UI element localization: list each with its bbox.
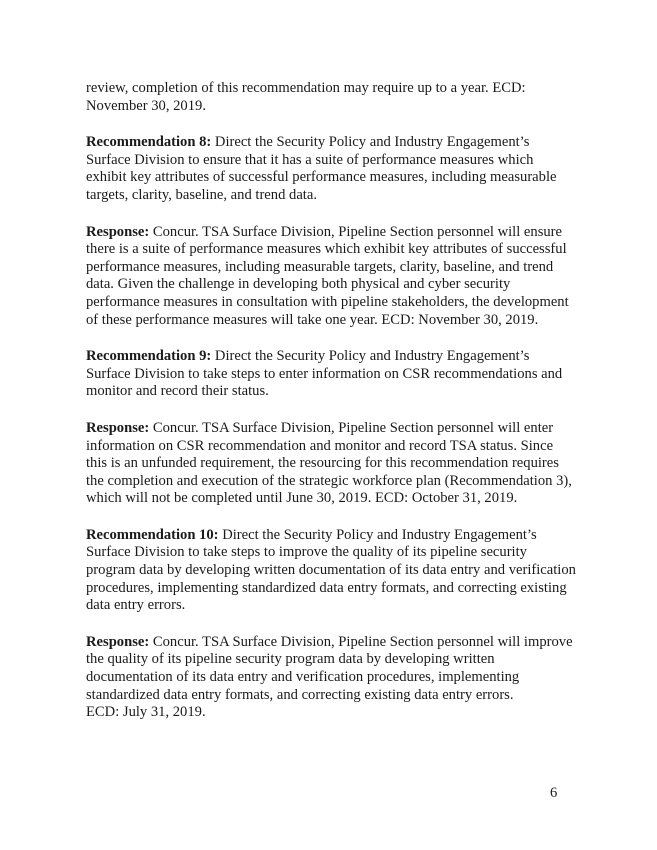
recommendation-8 (86, 134, 576, 204)
recommendation-label: Recommendation 10: (86, 526, 219, 543)
response-text: Concur. TSA Surface Division, Pipeline Section personnel will improve the quality of its pipeline security program data by developing written documentation of its data entry and verification procedures, implementing standardized data entry formats, and correcting existing data entry errors. (86, 633, 573, 703)
paragraph-continuation (86, 80, 576, 115)
response-label: Response: (86, 223, 150, 240)
document-body (86, 80, 576, 741)
recommendation-text: Direct the Security Policy and Industry Engagement’s Surface Division to take steps to improve the quality of its pipeline security program data by developing written documentation of its data entry and verification procedures, implementing standardized data entry formats, and correcting existing data entry errors. (86, 526, 576, 614)
ecd-date: ECD: July 31, 2019. (86, 704, 206, 721)
recommendation-label: Recommendation 9: (86, 348, 212, 365)
recommendation-text: Direct the Security Policy and Industry Engagement’s Surface Division to take steps to enter information on CSR recommendations and monitor and record their status. (86, 348, 563, 400)
recommendation-text: Direct the Security Policy and Industry Engagement’s Surface Division to ensure that it has a suite of performance measures which exhibit key attributes of successful performance measures, including measurable targets, clarity, baseline, and trend data. (86, 134, 557, 203)
response-10 (86, 634, 576, 722)
response-8 (86, 224, 576, 330)
page-number: 6 (550, 785, 558, 801)
response-label: Response: (86, 633, 150, 650)
recommendation-label: Recommendation 8: (86, 134, 212, 151)
response-label: Response: (86, 419, 150, 436)
paragraph-text: review, completion of this recommendation may require up to a year. ECD: November 30, 2019. (86, 80, 526, 114)
recommendation-10 (86, 527, 576, 615)
recommendation-9 (86, 348, 576, 401)
response-text: Concur. TSA Surface Division, Pipeline Section personnel will ensure there is a suite of performance measures which exhibit key attributes of successful performance measures, including measurable targets, clarity, baseline, and trend data. Given the challenge in developing both physical and cyber security performance measures in consultation with pipeline stakeholders, the development of these performance measures will take one year. ECD: November 30, 2019. (86, 223, 569, 328)
response-text: Concur. TSA Surface Division, Pipeline Section personnel will enter information on CSR recommendation and monitor and record TSA status. Since this is an unfunded requirement, the resourcing for this recommendation requires the completion and execution of the strategic workforce plan (Recommendation 3), which will not be completed until June 30, 2019. ECD: October 31, 2019. (86, 419, 572, 507)
response-9 (86, 420, 576, 508)
